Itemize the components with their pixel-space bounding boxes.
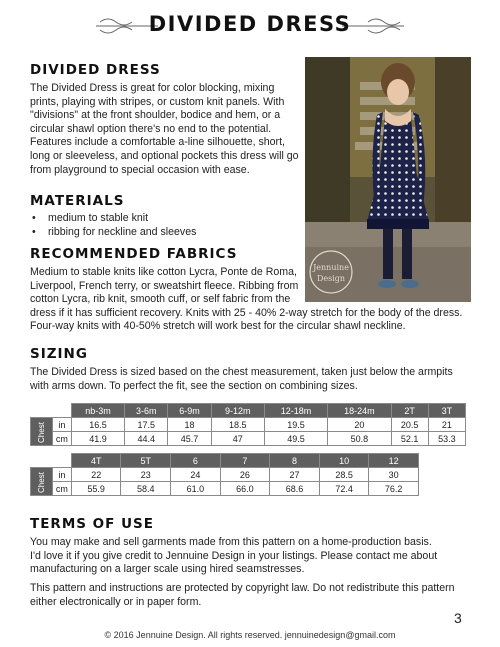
fabrics-paragraph [30,266,475,334]
table-cell: 76.2 [369,482,419,496]
table-cell: 30 [369,468,419,482]
table-cell: 27 [270,468,320,482]
intro-line: "divisions" at the front shoulder, bodice and hem, or a [30,109,281,122]
size-table-1 [30,403,466,446]
table-cell: 21 [428,418,465,432]
table-header-row [31,454,419,468]
size-header: 12 [369,454,419,468]
sizing-line: with arms down. To perfect the fit, see the section on combining sizes. [30,379,358,392]
table-cell: 26 [220,468,270,482]
fabrics-heading: RECOMMENDED FABRICS [30,246,238,262]
list-item: • medium to stable knit [30,211,300,225]
table-cell: 23 [121,468,171,482]
terms-line: manufacturing on a larger scale using hired seamstresses. [30,563,305,576]
table-cell: 50.8 [328,432,391,446]
table-row [31,468,419,482]
size-header: 18-24m [328,404,391,418]
table-cell: 18.5 [211,418,264,432]
table-header-row [31,404,466,418]
terms-line: I'd love it if you give credit to Jennuine Design in your listings. Please contact me about [30,549,438,562]
fabrics-line: Medium to stable knits like cotton Lycra, Ponte de Roma, [30,266,297,278]
size-header: 3-6m [125,404,168,418]
size-header: 7 [220,454,270,468]
fabrics-line: dress if it has sufficient recovery. Knits with 25 - 40% 2-way stretch for the body of the dress. [30,306,463,319]
table-cell: 68.6 [270,482,320,496]
fabrics-line: cotton Lycra, rib knit, smooth cuff, or self fabric from the [30,293,291,306]
table-cell: 41.9 [71,432,124,446]
unit-label: cm [52,432,71,446]
terms-line: You may make and sell garments made from this pattern on a home-production basis. [30,536,432,548]
terms-heading: TERMS OF USE [30,516,154,532]
table-cell: 49.5 [264,432,327,446]
size-header: 4T [71,454,121,468]
chest-label: Chest [31,418,53,446]
table-cell: 61.0 [171,482,221,496]
table-cell: 45.7 [168,432,211,446]
table-cell: 18 [168,418,211,432]
table-cell: 19.5 [264,418,327,432]
intro-line: circular shawl option there's no end to the potential. [30,122,272,135]
size-header: 10 [319,454,369,468]
sizing-line: The Divided Dress is sized based on the chest measurement, taken just below the armpits [30,366,453,378]
table-row [31,482,419,496]
unit-label: in [52,468,71,482]
size-header: 3T [428,404,465,418]
table-cell: 28.5 [319,468,369,482]
table-cell: 22 [71,468,121,482]
table-row [31,418,466,432]
footer-copyright: © 2016 Jennuine Design. All rights reserved. jennuinedesign@gmail.com [104,630,396,640]
size-header: 12-18m [264,404,327,418]
materials-heading: MATERIALS [30,193,125,209]
intro-line: long or sleeveless, and optional pockets this dress will go [30,149,299,162]
page-title: DIVIDED DRESS [148,12,352,36]
size-header: 6-9m [168,404,211,418]
table-cell: 66.0 [220,482,270,496]
sizing-paragraph [30,366,475,393]
table-cell: 20.5 [391,418,428,432]
intro-line: The Divided Dress is great for color blocking, mixing [30,82,275,94]
size-header: nb-3m [71,404,124,418]
table-cell: 20 [328,418,391,432]
materials-list [30,211,300,239]
terms-line: either electronically or in paper form. [30,595,202,608]
intro-line: prints, playing with stripes, or custom knit panels. With [30,95,285,108]
sizing-heading: SIZING [30,346,88,362]
page-number: 3 [454,610,462,626]
size-header: 8 [270,454,320,468]
fabrics-line: Liverpool, French terry, or sweatshirt fleece. Ribbing from [30,279,299,292]
table-cell: 16.5 [71,418,124,432]
table-cell: 17.5 [125,418,168,432]
unit-label: cm [52,482,71,496]
unit-label: in [52,418,71,432]
photo-watermark-line2: Design [316,274,346,283]
table-cell: 44.4 [125,432,168,446]
size-header: 9-12m [211,404,264,418]
table-cell: 72.4 [319,482,369,496]
terms-paragraph [30,536,475,577]
terms-line: This pattern and instructions are protected by copyright law. Do not redistribute this pattern [30,582,455,594]
intro-paragraph [30,82,305,177]
intro-heading: DIVIDED DRESS [30,62,161,78]
table-cell: 24 [171,468,221,482]
size-header: 2T [391,404,428,418]
fabrics-line: Four-way knits with 40-50% stretch will work best for the circular shawl neckline. [30,320,406,333]
table-cell: 53.3 [428,432,465,446]
intro-line: from playground to special occasion with ease. [30,163,250,176]
table-cell: 47 [211,432,264,446]
size-header: 6 [171,454,221,468]
terms-paragraph-2 [30,582,475,609]
table-row [31,432,466,446]
intro-line: Features include a comfortable a-line silhouette, short, [30,136,285,149]
table-cell: 52.1 [391,432,428,446]
table-cell: 55.9 [71,482,121,496]
list-item: • ribbing for neckline and sleeves [30,225,300,239]
chest-label: Chest [31,468,53,496]
size-header: 5T [121,454,171,468]
size-table-2 [30,453,419,496]
table-cell: 58.4 [121,482,171,496]
photo-watermark-line1: Jennuine [313,263,349,272]
